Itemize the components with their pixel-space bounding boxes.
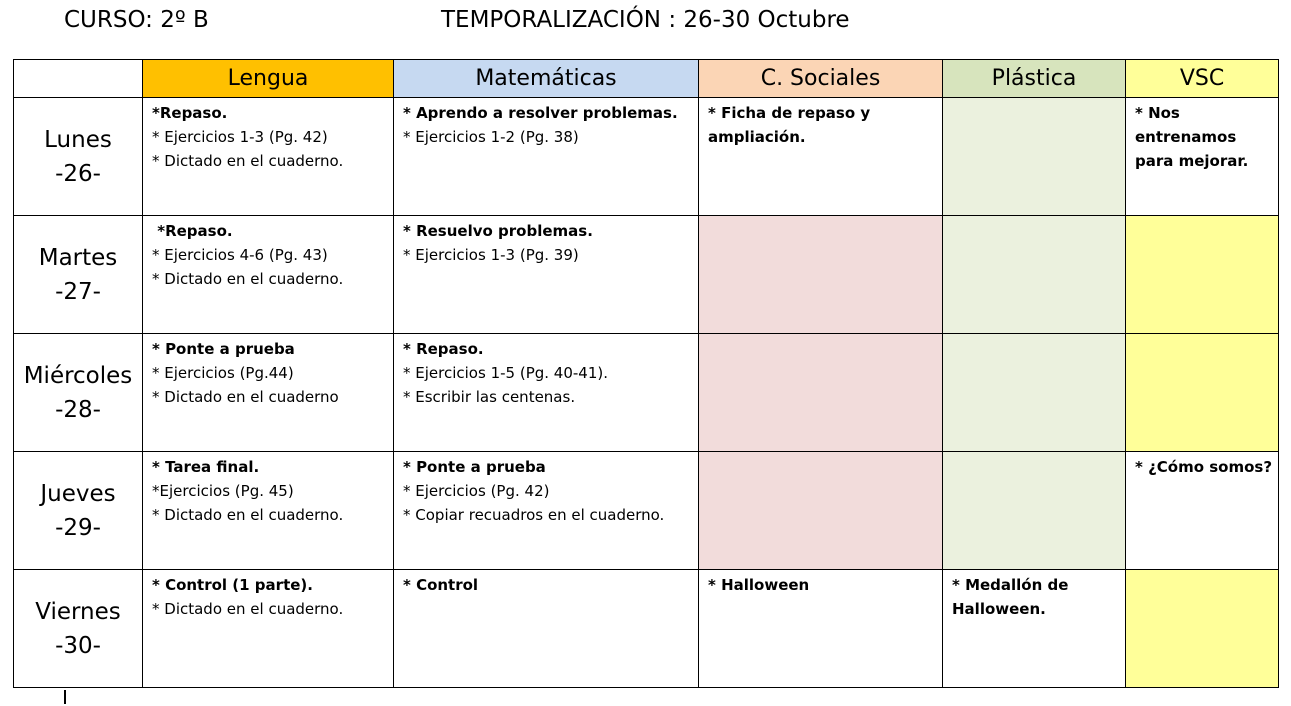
task-line: * Ejercicios 4-6 (Pg. 43) (152, 246, 328, 264)
task-line: * Repaso. (403, 340, 484, 358)
vsc-cell (1126, 216, 1279, 334)
schedule-table (13, 59, 1279, 688)
task-line: * Ejercicios 1-3 (Pg. 39) (403, 246, 579, 264)
period-title: TEMPORALIZACIÓN : 26-30 Octubre (441, 7, 850, 33)
task-line: * Dictado en el cuaderno. (152, 270, 344, 288)
task-line: * Escribir las centenas. (403, 388, 576, 406)
task-line: * Dictado en el cuaderno. (152, 506, 344, 524)
task-line: para mejorar. (1135, 152, 1249, 170)
day-name: Jueves (40, 480, 116, 507)
vsc-cell (1126, 570, 1279, 688)
matematicas-cell (394, 98, 699, 216)
vsc-cell (1126, 452, 1279, 570)
task-line: * Control (403, 576, 479, 594)
task-line: * Dictado en el cuaderno (152, 388, 339, 406)
task-line: * Ficha de repaso y (708, 104, 871, 122)
course-title: CURSO: 2º B (64, 7, 209, 33)
task-line: * Medallón de (952, 576, 1069, 594)
day-row-viernes (14, 570, 1279, 688)
day-name: Viernes (35, 598, 121, 625)
task-line: * Ejercicios (Pg. 42) (403, 482, 550, 500)
day-number: -27- (55, 278, 101, 305)
task-line: *Ejercicios (Pg. 45) (152, 482, 294, 500)
day-number: -26- (55, 160, 101, 187)
subject-header-lengua: Lengua (143, 60, 394, 98)
lengua-cell (143, 452, 394, 570)
day-label (14, 334, 143, 452)
day-row-martes (14, 216, 1279, 334)
day-number: -29- (55, 514, 101, 541)
sociales-cell (699, 334, 943, 452)
day-name: Martes (38, 244, 118, 271)
task-line: * Ponte a prueba (403, 458, 546, 476)
day-label (14, 452, 143, 570)
vsc-cell (1126, 334, 1279, 452)
matematicas-cell (394, 334, 699, 452)
sociales-cell (699, 452, 943, 570)
task-line: entrenamos (1135, 128, 1237, 146)
task-line: *Repaso. (152, 222, 233, 240)
task-line: * Tarea final. (152, 458, 260, 476)
sociales-cell (699, 570, 943, 688)
day-row-miercoles (14, 334, 1279, 452)
task-line: * ¿Cómo somos? (1135, 458, 1273, 476)
task-line: * Copiar recuadros en el cuaderno. (403, 506, 665, 524)
plastica-cell (943, 98, 1126, 216)
vsc-cell (1126, 98, 1279, 216)
task-line: * Ejercicios 1-5 (Pg. 40-41). (403, 364, 608, 382)
task-line: * Resuelvo problemas. (403, 222, 593, 240)
plastica-cell (943, 452, 1126, 570)
day-label (14, 570, 143, 688)
task-line: * Ejercicios 1-3 (Pg. 42) (152, 128, 328, 146)
task-line: * Ponte a prueba (152, 340, 295, 358)
task-line: * Dictado en el cuaderno. (152, 152, 344, 170)
plastica-cell (943, 334, 1126, 452)
matematicas-cell (394, 216, 699, 334)
sociales-cell (699, 98, 943, 216)
header-row (14, 60, 1279, 98)
task-line: * Ejercicios (Pg.44) (152, 364, 294, 382)
text-cursor (64, 690, 66, 704)
corner-cell (14, 60, 143, 98)
day-row-jueves (14, 452, 1279, 570)
day-name: Miércoles (23, 362, 133, 389)
task-line: * Dictado en el cuaderno. (152, 600, 344, 618)
subject-header-matematicas: Matemáticas (394, 60, 699, 98)
task-line: *Repaso. (152, 104, 228, 122)
plastica-cell (943, 570, 1126, 688)
plastica-cell (943, 216, 1126, 334)
lengua-cell (143, 216, 394, 334)
subject-header-plastica: Plástica (943, 60, 1126, 98)
task-line: * Ejercicios 1-2 (Pg. 38) (403, 128, 579, 146)
day-label (14, 216, 143, 334)
task-line: * Nos (1135, 104, 1180, 122)
matematicas-cell (394, 570, 699, 688)
day-number: -30- (55, 632, 101, 659)
sociales-cell (699, 216, 943, 334)
task-line: Halloween. (952, 600, 1046, 618)
task-line: * Control (1 parte). (152, 576, 313, 594)
lengua-cell (143, 334, 394, 452)
lengua-cell (143, 98, 394, 216)
day-number: -28- (55, 396, 101, 423)
subject-header-vsc: VSC (1126, 60, 1279, 98)
day-label (14, 98, 143, 216)
task-line: * Halloween (708, 576, 810, 594)
day-row-lunes (14, 98, 1279, 216)
day-name: Lunes (44, 126, 112, 153)
task-line: ampliación. (708, 128, 806, 146)
lengua-cell (143, 570, 394, 688)
subject-header-sociales: C. Sociales (699, 60, 943, 98)
task-line: * Aprendo a resolver problemas. (403, 104, 678, 122)
matematicas-cell (394, 452, 699, 570)
